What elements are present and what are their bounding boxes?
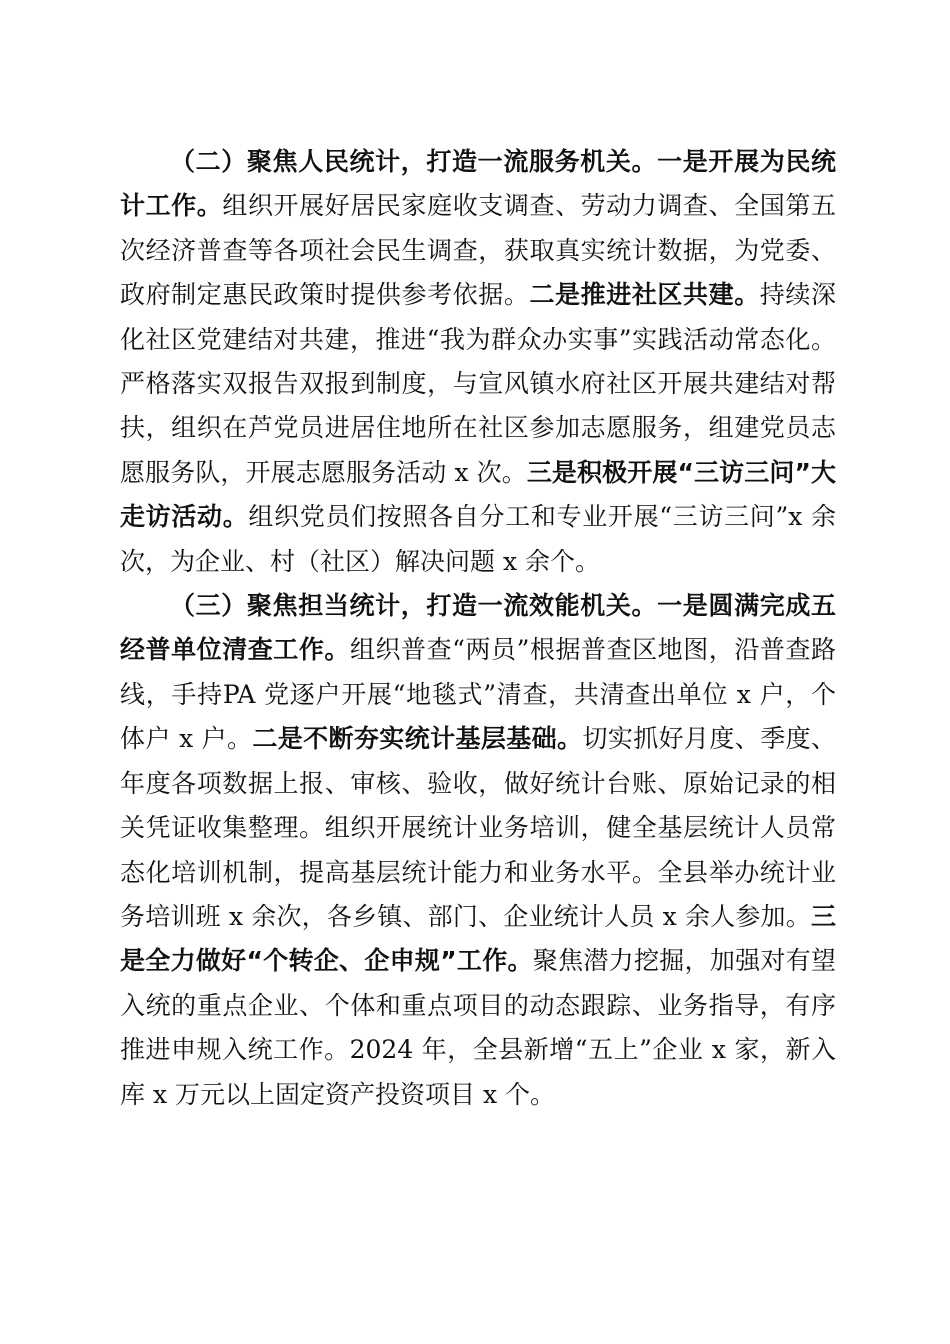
paragraph-subheading: 二是推进社区共建。 [529, 280, 760, 310]
paragraph-text: 组织普查“两员”根据普查区地图，沿普查路线，手持PA 党逐户开展“地毯式”清查，共清查出单位 x 户，个体户 x 户。 [120, 635, 836, 754]
paragraph-text: 组织开展好居民家庭收支调查、劳动力调查、全国第五次经济普查等各项社会民生调查，获取真实统计数据，为党委、政府制定惠民政策时提供参考依据。 [120, 191, 836, 310]
document-body [120, 140, 836, 1117]
paragraph-efficiency-organ [120, 584, 836, 1117]
paragraph-subheading: 二是不断夯实统计基层基础。 [252, 724, 583, 754]
paragraph-text: 聚焦潜力挖掘，加强对有望入统的重点企业、个体和重点项目的动态跟踪、业务指导，有序推进申规入统工作。2024 年，全县新增“五上”企业 x 家，新入库 x 万元以上固定资产投资项目 x 个。 [120, 946, 836, 1109]
paragraph-service-organ [120, 140, 836, 584]
paragraph-subheading: 三是积极开展“三访三问”大走访活动。 [120, 457, 836, 532]
paragraph-heading: （三）聚焦担当统计，打造一流效能机关。一是圆满完成五经普单位清查工作。 [120, 591, 836, 665]
paragraph-text: 组织党员们按照各自分工和专业开展“三访三问”x 余次，为企业、村（社区）解决问题 x 余个。 [120, 502, 836, 576]
paragraph-heading: （二）聚焦人民统计，打造一流服务机关。一是开展为民统计工作。 [120, 147, 836, 221]
paragraph-text: 切实抓好月度、季度、年度各项数据上报、审核、验收，做好统计台账、原始记录的相关凭证收集整理。组织开展统计业务培训，健全基层统计人员常态化培训机制，提高基层统计能力和业务水平。全县举办统计业务培训班 x 余次，各乡镇、部门、企业统计人员 x 余人参加。 [120, 724, 836, 931]
paragraph-text: 持续深化社区党建结对共建，推进“我为群众办实事”实践活动常态化。严格落实双报告双报到制度，与宣风镇水府社区开展共建结对帮扶，组织在芦党员进居住地所在社区参加志愿服务，组建党员志愿服务队，开展志愿服务活动 x 次。 [120, 280, 836, 487]
paragraph-subheading: 三是全力做好“个转企、企申规”工作。 [120, 901, 836, 976]
